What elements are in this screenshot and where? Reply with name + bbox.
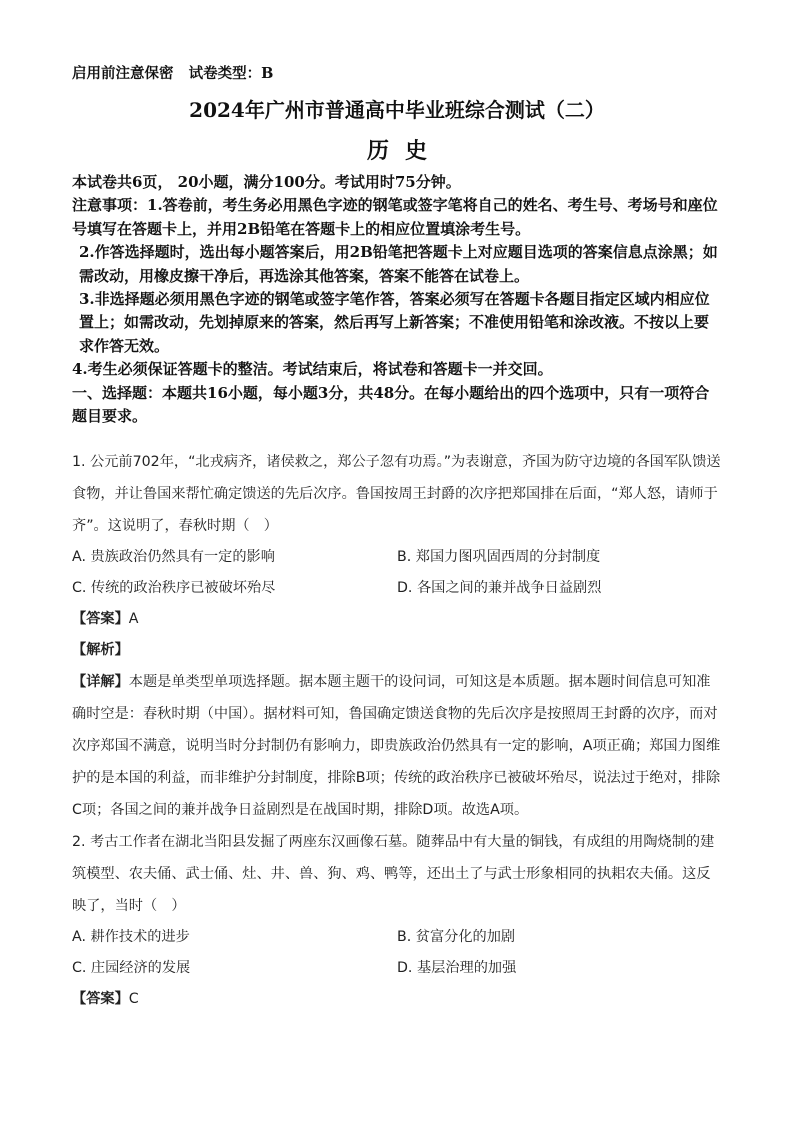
instruction-line: 3.非选择题必须用黑色字迹的钢笔或签字笔作答，答案必须写在答题卡各题目指定区域内相应位置上；如需改动，先划掉原来的答案，然后再写上新答案；不准使用铅笔和涂改液。不按以上要求作答无效。 xyxy=(79,290,710,355)
question-1 xyxy=(72,446,722,826)
section-heading: 一、选择题：本题共16小题，每小题3分，共48分。在每小题给出的四个选项中，只有一项符合题目要求。 xyxy=(72,383,710,426)
answer-value: A xyxy=(128,611,139,627)
answer-line xyxy=(72,984,722,1015)
answer-line xyxy=(72,604,722,635)
question-2 xyxy=(72,826,722,1015)
option-d: D. 各国之间的兼并战争日益剧烈 xyxy=(397,580,602,596)
answer-label: 【答案】 xyxy=(72,991,129,1007)
option-d: D. 基层治理的加强 xyxy=(397,960,517,976)
option-b: B. 郑国力图巩固西周的分封制度 xyxy=(397,549,601,565)
instruction-line: 注意事项：1.答卷前，考生务必用黑色字迹的钢笔或签字笔将自己的姓名、考生号、考场号和座位号填写在答题卡上，并用2B铅笔在答题卡上的相应位置填涂考生号。 xyxy=(72,196,718,238)
option-b: B. 贫富分化的加剧 xyxy=(397,929,516,945)
subject-title: 历史 xyxy=(366,138,443,164)
option-c: C. 庄园经济的发展 xyxy=(72,960,191,976)
exam-title: 2024年广州市普通高中毕业班综合测试（二） xyxy=(189,98,605,122)
analysis-line xyxy=(72,635,722,666)
option-a: A. 耕作技术的进步 xyxy=(72,929,190,945)
detail-label: 【详解】 xyxy=(72,674,129,690)
question-stem: 1. 公元前702年，“北戎病齐，诸侯救之，郑公子忽有功焉。”为表谢意，齐国为防守边境的各国军队馈送食物，并让鲁国来帮忙确定馈送的先后次序。鲁国按周王封爵的次序把郑国排在后面，“郑人怒，请师于齐”。这说明了，春秋时期（ ） xyxy=(72,454,721,534)
instruction-line: 本试卷共6页， 20小题，满分100分。考试用时75分钟。 xyxy=(72,173,461,191)
answer-label: 【答案】 xyxy=(72,611,129,627)
answer-value: C xyxy=(128,991,139,1007)
detail-paragraph xyxy=(72,666,722,826)
detail-text: 本题是单类型单项选择题。据本题主题干的设问词，可知这是本质题。据本题时间信息可知准确时空是：春秋时期（中国）。据材料可知，鲁国确定馈送食物的先后次序是按照周王封爵的次序，而对次序郑国不满意，说明当时分封制仍有影响力，即贵族政治仍然具有一定的影响，A项正确；郑国力图维护的是本国的利益，而非维护分封制度，排除B项；传统的政治秩序已被破坏殆尽，说法过于绝对，排除C项；各国之间的兼并战争日益剧烈是在战国时期，排除D项。故选A项。 xyxy=(72,674,721,818)
analysis-label: 【解析】 xyxy=(72,642,129,658)
instruction-line: 4.考生必须保证答题卡的整洁。考试结束后，将试卷和答题卡一并交回。 xyxy=(72,360,553,379)
option-a: A. 贵族政治仍然具有一定的影响 xyxy=(72,549,275,565)
option-list xyxy=(72,542,722,604)
question-body xyxy=(72,446,722,1015)
exam-instructions xyxy=(72,171,722,428)
option-list xyxy=(72,922,722,984)
option-c: C. 传统的政治秩序已被破坏殆尽 xyxy=(72,580,276,596)
confidential-notice: 启用前注意保密 试卷类型：B xyxy=(72,65,274,82)
instruction-line: 2.作答选择题时，选出每小题答案后，用2B铅笔把答题卡上对应题目选项的答案信息点涂黑；如需改动，用橡皮擦干净后，再选涂其他答案，答案不能答在试卷上。 xyxy=(79,243,718,285)
question-stem: 2. 考古工作者在湖北当阳县发掘了两座东汉画像石墓。随葬品中有大量的铜钱，有成组的用陶烧制的建筑模型、农夫俑、武士俑、灶、井、兽、狗、鸡、鸭等，还出土了与武士形象相同的执耜农夫俑。这反映了，当时（ ） xyxy=(72,834,715,914)
